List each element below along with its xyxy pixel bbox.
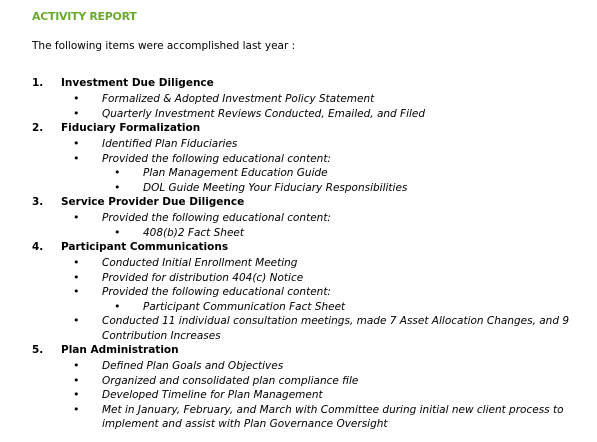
section-number: 1. <box>32 77 44 89</box>
list-item-text: Provided the following educational content: <box>102 212 331 224</box>
report-title: ACTIVITY REPORT <box>32 10 137 23</box>
section-number: 3. <box>32 196 44 208</box>
list-item <box>0 152 582 167</box>
bullet-icon: • <box>73 92 80 105</box>
bullet-icon: • <box>73 256 80 269</box>
bullet-icon: • <box>73 137 80 150</box>
bullet-icon: • <box>73 388 80 401</box>
list-item <box>0 403 582 432</box>
sub-list-item-text: Participant Communication Fact Sheet <box>143 300 346 313</box>
list-item-text: Provided for distribution 404(c) Notice <box>102 271 304 284</box>
bullet-icon: • <box>114 166 121 179</box>
list-item <box>0 137 582 152</box>
bullet-icon: • <box>73 270 80 284</box>
bullet-icon: • <box>73 359 80 372</box>
bullet-icon: • <box>73 151 80 165</box>
section-number: 5. <box>32 344 44 356</box>
report-section <box>0 240 597 343</box>
section-heading <box>0 343 597 359</box>
section-heading <box>0 76 597 92</box>
bullet-icon: • <box>73 402 80 416</box>
section-title: Participant Communications <box>61 241 229 253</box>
section-heading <box>0 240 597 256</box>
bullet-icon: • <box>73 373 80 387</box>
list-item <box>0 256 582 271</box>
section-number: 2. <box>32 122 44 134</box>
list-item-text: Quarterly Investment Reviews Conducted, Emailed, and Filed <box>102 107 426 120</box>
sub-list-item <box>0 166 583 181</box>
sub-list-item-text: DOL Guide Meeting Your Fiduciary Responsibilities <box>143 181 408 194</box>
list-item <box>0 388 582 403</box>
section-heading <box>0 195 597 211</box>
list-item <box>0 92 582 107</box>
report-section <box>0 195 597 240</box>
sub-list-item <box>0 300 583 315</box>
list-item <box>0 285 582 300</box>
list-item-text: Provided the following educational content: <box>102 152 331 165</box>
report-section <box>0 121 597 195</box>
report-section <box>0 76 597 121</box>
list-item-text: Conducted 11 individual consultation meetings, made 7 Asset Allocation Changes, and 9 Contribution Increases <box>102 315 570 342</box>
section-title: Plan Administration <box>61 344 179 356</box>
list-item <box>0 374 582 389</box>
section-title: Fiduciary Formalization <box>61 122 201 134</box>
list-item-text: Formalized & Adopted Investment Policy Statement <box>102 93 375 105</box>
list-item-text: Conducted Initial Enrollment Meeting <box>102 257 298 269</box>
list-item <box>0 211 582 226</box>
bullet-icon: • <box>114 180 121 194</box>
list-item-text: Defined Plan Goals and Objectives <box>102 360 284 372</box>
list-item <box>0 359 582 374</box>
list-item-text: Organized and consolidated plan compliance file <box>102 374 359 387</box>
section-heading <box>0 121 597 137</box>
section-title: Service Provider Due Diligence <box>61 196 245 208</box>
bullet-icon: • <box>114 299 121 313</box>
bullet-icon: • <box>73 285 80 298</box>
list-item-text: Met in January, February, and March with Committee during initial new client process to implement and assist with Plan Governance Oversight <box>102 403 564 430</box>
sub-list-item-text: 408(b)2 Fact Sheet <box>143 226 244 239</box>
list-item <box>0 314 582 343</box>
list-item-text: Developed Timeline for Plan Management <box>102 389 323 401</box>
bullet-icon: • <box>114 225 121 239</box>
list-item-text: Identified Plan Fiduciaries <box>102 138 238 150</box>
report-section <box>0 343 597 432</box>
section-number: 4. <box>32 241 44 253</box>
section-list <box>0 76 597 432</box>
sub-list-item <box>0 181 583 196</box>
sub-list-item-text: Plan Management Education Guide <box>143 167 328 179</box>
list-item <box>0 107 582 122</box>
bullet-icon: • <box>73 314 80 327</box>
section-title: Investment Due Diligence <box>61 77 214 89</box>
bullet-icon: • <box>73 211 80 224</box>
intro-text: The following items were accomplished last year : <box>32 40 296 52</box>
sub-list-item <box>0 226 583 241</box>
list-item <box>0 271 582 286</box>
bullet-icon: • <box>73 106 80 120</box>
list-item-text: Provided the following educational content: <box>102 286 331 298</box>
